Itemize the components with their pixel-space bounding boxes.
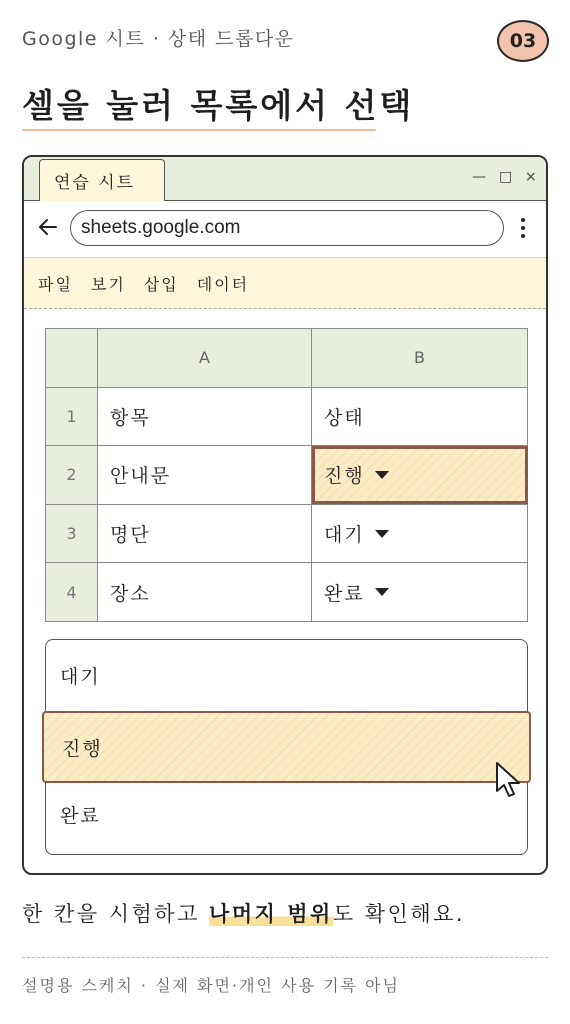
cell-a2[interactable]: 안내문 [98, 446, 312, 505]
row-header[interactable]: 4 [46, 563, 98, 622]
caret-down-icon[interactable] [375, 530, 389, 538]
dropdown-list [45, 639, 528, 855]
tab-label: 연습 시트 [54, 173, 136, 193]
caret-down-icon[interactable] [375, 588, 389, 596]
series-label: Google 시트 · 상태 드롭다운 [22, 28, 295, 50]
url-input[interactable] [70, 210, 504, 246]
row-header[interactable]: 1 [46, 387, 98, 446]
column-header-b[interactable]: B [312, 329, 528, 388]
menu-item-view[interactable]: 보기 [90, 274, 126, 294]
dropdown-option-done[interactable] [46, 784, 527, 844]
dropdown-option-in-progress[interactable] [42, 711, 531, 783]
url-text: sheets.google.com [81, 217, 241, 238]
cell-b4-dropdown[interactable] [312, 563, 528, 622]
select-all-corner[interactable] [46, 329, 98, 388]
title-bar [24, 157, 546, 201]
address-bar-row [24, 201, 546, 257]
cell-b2-selected-dropdown[interactable] [312, 446, 528, 505]
option-label: 완료 [60, 804, 101, 827]
cursor-icon [494, 761, 524, 799]
table-row [46, 563, 528, 622]
cell-value: 진행 [324, 465, 365, 488]
tip-text-end: 도 확인해요. [332, 902, 466, 926]
back-arrow-icon[interactable] [36, 215, 60, 239]
menu-bar [24, 257, 546, 309]
disclaimer: 설명용 스케치 · 실제 화면·개인 사용 기록 아님 [22, 976, 400, 995]
maximize-icon[interactable]: □ [499, 169, 513, 185]
menu-item-file[interactable]: 파일 [38, 274, 73, 294]
table-row [46, 387, 528, 446]
title-underline [22, 129, 376, 131]
column-header-row [46, 329, 528, 388]
tip-text-start: 한 칸을 시험하고 [22, 902, 210, 926]
cell-b3-dropdown[interactable] [312, 504, 528, 563]
sheet-grid [45, 328, 528, 622]
cell-value: 완료 [324, 582, 365, 605]
minimize-icon[interactable]: — [472, 169, 486, 185]
page-number-badge: 03 [497, 20, 549, 62]
tip-text [22, 898, 465, 928]
table-row [46, 446, 528, 505]
browser-window [22, 155, 548, 875]
row-header[interactable]: 3 [46, 504, 98, 563]
menu-item-insert[interactable]: 삽입 [143, 274, 179, 294]
cell-a4[interactable]: 장소 [98, 563, 312, 622]
menu-item-data[interactable]: 데이터 [196, 274, 250, 294]
dropdown-option-waiting[interactable] [46, 650, 527, 700]
footer-divider [22, 957, 548, 958]
tab-practice-sheet[interactable] [39, 159, 165, 201]
cell-a3[interactable]: 명단 [98, 504, 312, 563]
cell-a1[interactable]: 항목 [98, 387, 312, 446]
caret-down-icon[interactable] [375, 471, 389, 479]
page-title: 셀을 눌러 목록에서 선택 [22, 86, 415, 125]
cell-b1[interactable]: 상태 [312, 387, 528, 446]
table-row [46, 504, 528, 563]
column-header-a[interactable]: A [98, 329, 312, 388]
cell-value: 대기 [324, 524, 365, 547]
kebab-menu-icon[interactable] [518, 216, 528, 240]
row-header[interactable]: 2 [46, 446, 98, 505]
close-icon[interactable]: × [525, 169, 537, 185]
tip-highlight: 나머지 범위 [209, 902, 333, 926]
option-label: 진행 [62, 737, 103, 760]
option-label: 대기 [60, 665, 101, 688]
